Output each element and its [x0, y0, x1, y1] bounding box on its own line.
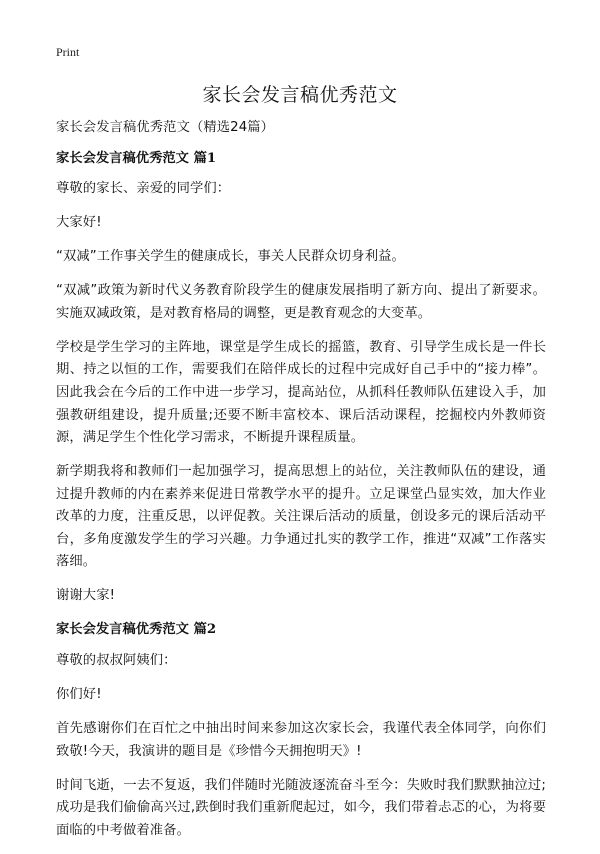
print-link[interactable]: Print — [56, 45, 80, 59]
paragraph: 尊敬的叔叔阿姨们： — [56, 653, 177, 669]
section-heading-1: 家长会发言稿优秀范文 篇1 — [56, 150, 217, 166]
document-content — [56, 117, 546, 854]
paragraph: 尊敬的家长、亲爱的同学们： — [56, 181, 231, 197]
paragraph: 谢谢大家! — [56, 588, 116, 604]
paragraph: “双减”政策为新时代义务教育阶段学生的健康发展指明了新方向、提出了新要求。实施双减政策，是对教育格局的调整，更是教育观念的大变革。 — [56, 283, 546, 321]
paragraph: 新学期我将和教师们一起加强学习，提高思想上的站位，关注教师队伍的建设，通过提升教师的内在素养来促进日常教学水平的提升。立足课堂凸显实效，加大作业改革的力度，注重反思，以评促教。关注课后活动的质量，创设多元的课后活动平台，多角度激发学生的学习兴趣。力争通过扎实的教学工作，推进“双减”工作落实落细。 — [56, 464, 546, 570]
paragraph: 首先感谢你们在百忙之中抽出时间来参加这次家长会，我谨代表全体同学，向你们致敬!今天，我演讲的题目是《珍惜今天拥抱明天》! — [56, 720, 546, 759]
paragraph: 学校是学生学习的主阵地，课堂是学生成长的摇篮，教育、引导学生成长是一件长期、持之以恒的工作，需要我们在陪伴成长的过程中完成好自己手中的“接力棒”。因此我会在今后的工作中进一步学习，提高站位，从抓科任教师队伍建设入手，加强教研组建设，提升质量;还要不断丰富校本、课后活动课程，挖掘校内外教师资源，满足学生个性化学习需求，不断提升课程质量。 — [56, 339, 546, 446]
document-subtitle: 家长会发言稿优秀范文（精选24篇） — [56, 120, 275, 135]
paragraph: 你们好! — [56, 687, 102, 702]
document-title: 家长会发言稿优秀范文 — [202, 84, 398, 106]
paragraph: 大家好! — [56, 215, 102, 231]
paragraph: “双减”工作事关学生的健康成长，事关人民群众切身利益。 — [56, 249, 405, 265]
paragraph: 时间飞逝，一去不复返，我们伴随时光随波逐流奋斗至今：失败时我们默默抽泣过;成功是我们偷偷高兴过,跌倒时我们重新爬起过，如今，我们带着忐忑的心，为将要面临的中考做着准备。 — [56, 777, 546, 838]
section-heading-2: 家长会发言稿优秀范文 篇2 — [56, 622, 217, 638]
